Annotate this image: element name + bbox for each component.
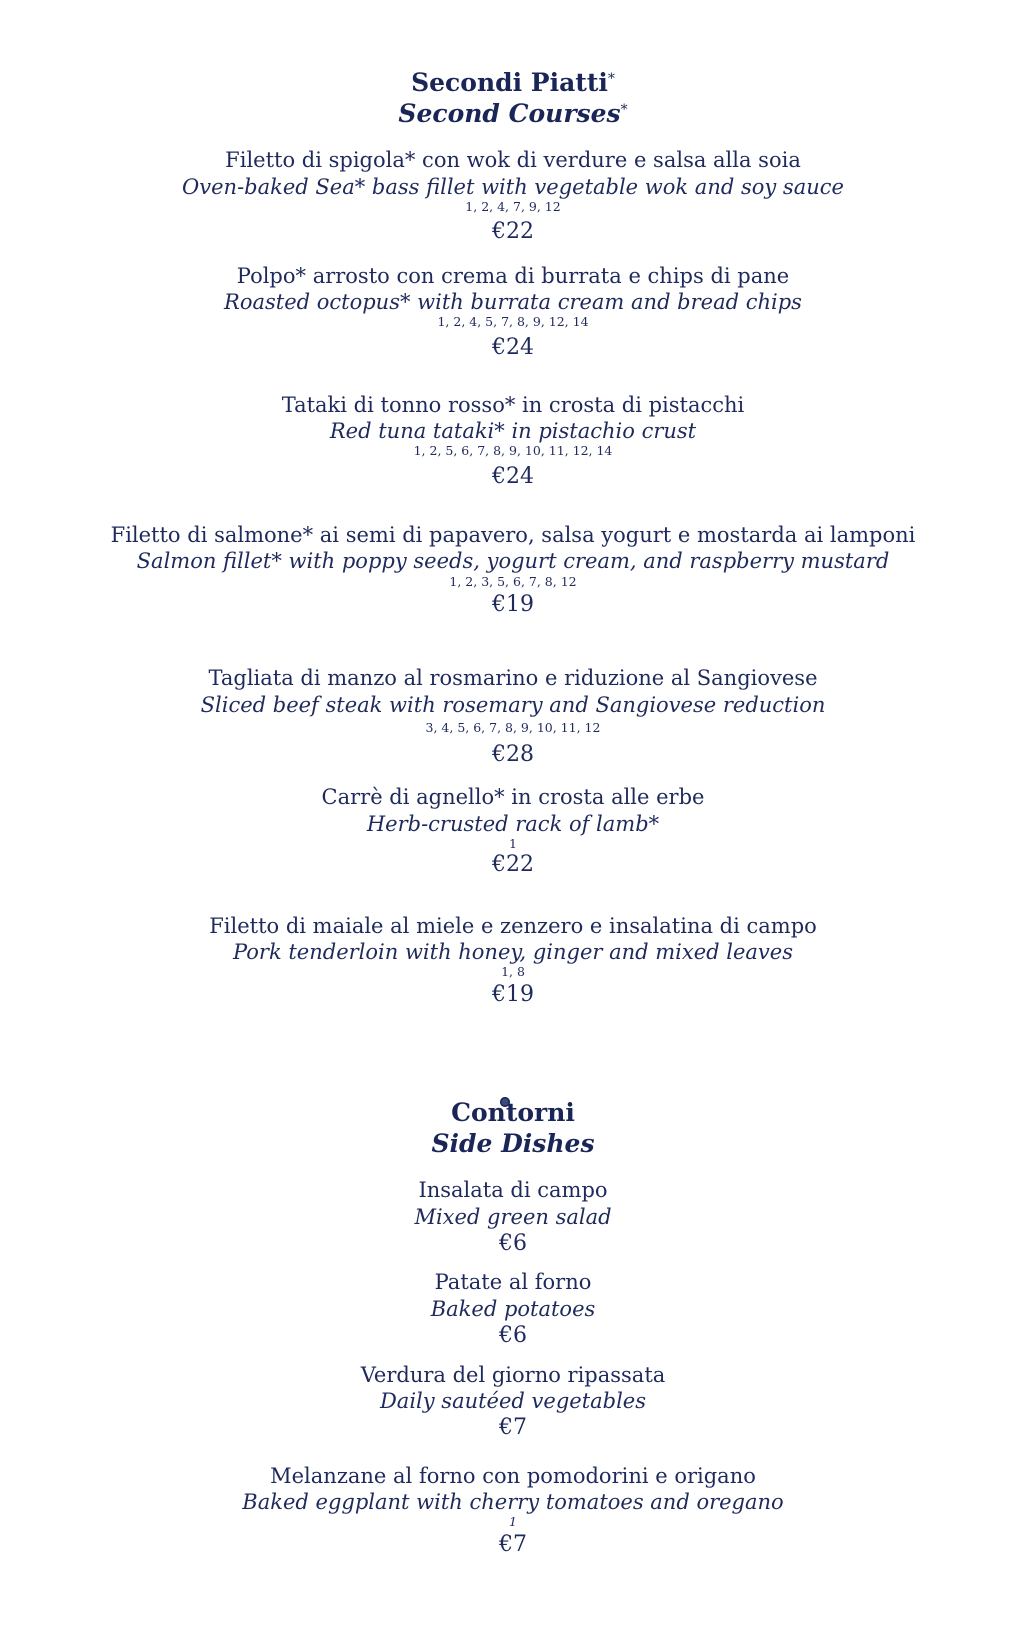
dish-price: €19 [492, 592, 534, 617]
dish-name-en: Pork tenderloin with honey, ginger and mixed leaves [233, 940, 793, 964]
dish-name-en: Oven-baked Sea* bass fillet with vegetable wok and soy sauce [182, 175, 844, 199]
dish-price: €24 [492, 464, 534, 489]
side-price: €7 [499, 1415, 527, 1440]
dish-name-it: Tataki di tonno rosso* in crosta di pistacchi [281, 393, 745, 417]
dish-allergens: 1 [509, 836, 517, 851]
section-title-secondi [0, 70, 1026, 95]
dish-price: €28 [492, 742, 534, 767]
dish-name-en: Sliced beef steak with rosemary and Sangiovese reduction [200, 693, 826, 717]
side-allergens: 1 [509, 1514, 517, 1529]
dish-name-it: Filetto di maiale al miele e zenzero e insalatina di campo [209, 914, 817, 938]
side-price: €7 [499, 1532, 527, 1557]
section-title-contorni: Contorni [451, 1098, 575, 1127]
dish-name-it: Carrè di agnello* in crosta alle erbe [321, 785, 705, 809]
dish-name-it: Filetto di spigola* con wok di verdure e salsa alla soia [225, 148, 801, 172]
side-name-en: Baked eggplant with cherry tomatoes and oregano [242, 1490, 784, 1514]
side-name-it: Verdura del giorno ripassata [360, 1363, 666, 1387]
dish-name-it: Tagliata di manzo al rosmarino e riduzione al Sangiovese [208, 666, 818, 690]
dish-price: €19 [492, 982, 534, 1007]
title-asterisk: * [607, 71, 615, 87]
dish-name-it: Polpo* arrosto con crema di burrata e chips di pane [236, 264, 790, 288]
dish-name-en: Red tuna tataki* in pistachio crust [329, 419, 697, 443]
dish-allergens: 1, 2, 4, 7, 9, 12 [465, 199, 561, 214]
dish-allergens: 1, 2, 5, 6, 7, 8, 9, 10, 11, 12, 14 [413, 443, 613, 458]
dish-allergens: 1, 8 [501, 964, 525, 979]
section-subtitle-side-dishes: Side Dishes [431, 1129, 595, 1158]
side-price: €6 [499, 1231, 527, 1256]
side-name-it: Insalata di campo [418, 1178, 608, 1202]
side-name-en: Baked potatoes [430, 1297, 596, 1321]
title-asterisk: * [620, 102, 628, 118]
dish-name-en: Salmon fillet* with poppy seeds, yogurt cream, and raspberry mustard [136, 549, 890, 573]
dish-allergens: 1, 2, 3, 5, 6, 7, 8, 12 [449, 574, 577, 589]
side-name-en: Daily sautéed vegetables [379, 1389, 647, 1413]
dish-price: €24 [492, 335, 534, 360]
section-subtitle-second-courses [0, 101, 1026, 126]
side-name-it: Melanzane al forno con pomodorini e origano [270, 1464, 756, 1488]
dish-name-en: Herb-crusted rack of lamb* [366, 812, 660, 836]
dish-price: €22 [492, 219, 534, 244]
side-name-it: Patate al forno [434, 1270, 592, 1294]
section-title-it: Secondi Piatti [411, 68, 608, 97]
section-title-en: Second Courses [398, 99, 621, 128]
dish-allergens: 3, 4, 5, 6, 7, 8, 9, 10, 11, 12 [425, 720, 601, 735]
dish-name-en: Roasted octopus* with burrata cream and bread chips [224, 290, 802, 314]
side-name-en: Mixed green salad [414, 1205, 612, 1229]
dish-name-it: Filetto di salmone* ai semi di papavero, salsa yogurt e mostarda ai lamponi [110, 523, 916, 547]
dish-allergens: 1, 2, 4, 5, 7, 8, 9, 12, 14 [437, 314, 589, 329]
side-price: €6 [499, 1323, 527, 1348]
dish-price: €22 [492, 852, 534, 877]
